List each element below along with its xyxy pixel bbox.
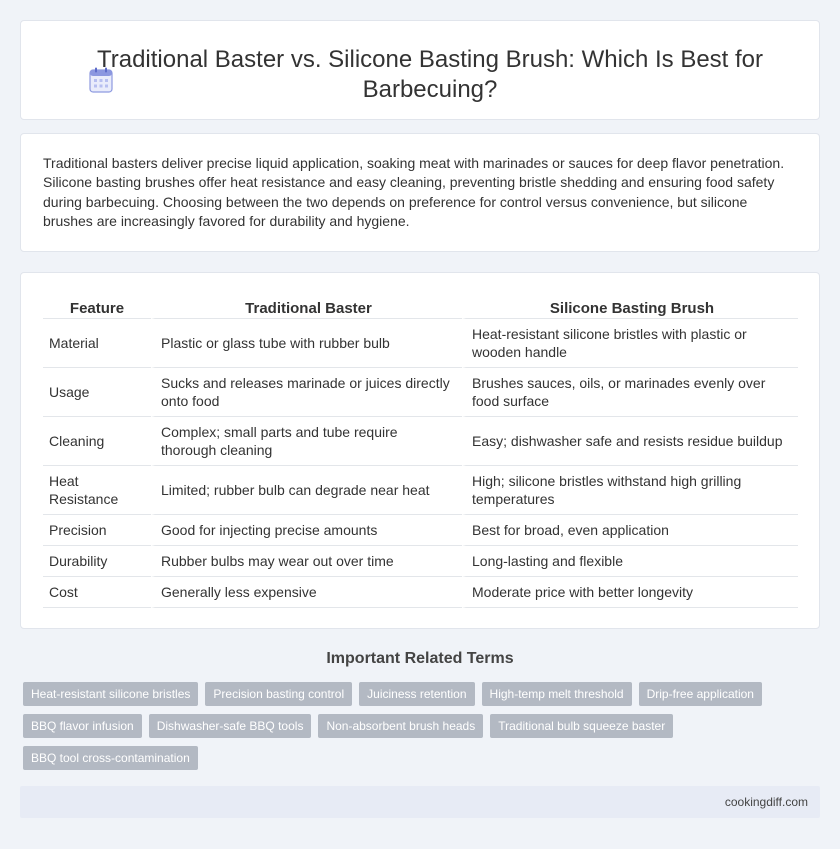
baster-cell: Limited; rubber bulb can degrade near heat (151, 466, 462, 515)
feature-cell: Durability (43, 546, 151, 577)
related-terms-heading: Important Related Terms (326, 650, 514, 667)
brush-cell: Best for broad, even application (462, 515, 798, 546)
table-row (43, 546, 798, 577)
baster-cell: Complex; small parts and tube require thorough cleaning (151, 417, 462, 466)
brush-cell: Moderate price with better longevity (462, 577, 798, 608)
table-row (43, 466, 798, 515)
table-row (43, 515, 798, 546)
baster-cell: Rubber bulbs may wear out over time (151, 546, 462, 577)
brush-cell: Long-lasting and flexible (462, 546, 798, 577)
feature-cell: Heat Resistance (43, 466, 151, 515)
footer (20, 786, 820, 818)
intro-paragraph: Traditional basters deliver precise liquid application, soaking meat with marinades or sauces for deep flavor penetration. Silicone basting brushes offer heat resistance and easy cleaning, preventing bristle shedding and ensuring food safety during barbecuing. Choosing between the two depends on preference for control versus convenience, but silicone brushes are increasingly favored for durability and hygiene. (43, 155, 785, 230)
related-terms-list (23, 682, 823, 770)
table-row (43, 319, 798, 368)
table-header-row (43, 295, 798, 319)
term-tag[interactable]: High-temp melt threshold (482, 682, 632, 706)
term-tag[interactable]: Traditional bulb squeeze baster (490, 714, 673, 738)
term-tag[interactable]: Drip-free application (639, 682, 762, 706)
baster-cell: Sucks and releases marinade or juices directly onto food (151, 368, 462, 417)
term-tag[interactable]: Heat-resistant silicone bristles (23, 682, 198, 706)
term-tag[interactable]: Precision basting control (205, 682, 352, 706)
term-tag[interactable]: BBQ tool cross-contamination (23, 746, 198, 770)
header-traditional-baster: Traditional Baster (151, 295, 462, 319)
feature-cell: Cost (43, 577, 151, 608)
comparison-card (20, 272, 820, 629)
brush-cell: Easy; dishwasher safe and resists residue buildup (462, 417, 798, 466)
title-card (20, 20, 820, 120)
brush-cell: Heat-resistant silicone bristles with plastic or wooden handle (462, 319, 798, 368)
feature-cell: Material (43, 319, 151, 368)
feature-cell: Cleaning (43, 417, 151, 466)
brush-cell: High; silicone bristles withstand high grilling temperatures (462, 466, 798, 515)
footer-site-link[interactable]: cookingdiff.com (724, 795, 808, 809)
feature-cell: Precision (43, 515, 151, 546)
term-tag[interactable]: Non-absorbent brush heads (318, 714, 483, 738)
feature-cell: Usage (43, 368, 151, 417)
header-silicone-brush: Silicone Basting Brush (462, 295, 798, 319)
table-row (43, 368, 798, 417)
table-row (43, 417, 798, 466)
term-tag[interactable]: BBQ flavor infusion (23, 714, 142, 738)
baster-cell: Good for injecting precise amounts (151, 515, 462, 546)
baster-cell: Plastic or glass tube with rubber bulb (151, 319, 462, 368)
table-row (43, 577, 798, 608)
baster-cell: Generally less expensive (151, 577, 462, 608)
term-tag[interactable]: Dishwasher-safe BBQ tools (149, 714, 312, 738)
page-title: Traditional Baster vs. Silicone Basting Brush: Which Is Best for Barbecuing? (96, 46, 764, 103)
term-tag[interactable]: Juiciness retention (359, 682, 474, 706)
brush-cell: Brushes sauces, oils, or marinades evenly over food surface (462, 368, 798, 417)
comparison-table (43, 295, 798, 608)
header-feature: Feature (43, 295, 151, 319)
intro-card (20, 133, 820, 252)
